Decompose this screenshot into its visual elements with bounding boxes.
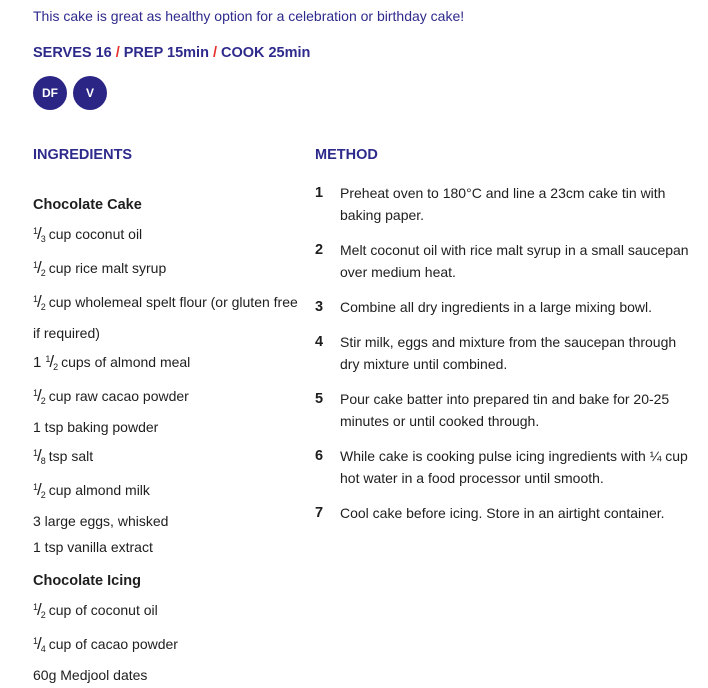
cake-ingredients [33,218,298,560]
fraction [33,226,46,243]
fraction-whole: 1 [33,354,42,371]
method-steps [315,182,695,537]
fraction-slash: / [37,600,42,619]
fraction [33,602,46,619]
fraction-numerator: 1 [45,354,51,364]
ingredient-text: cup almond milk [48,482,150,498]
dairy-free-badge: DF [33,76,67,110]
ingredient-item [33,346,298,380]
fraction-denominator: 2 [40,268,46,278]
ingredient-text: cup of cacao powder [48,636,178,652]
fraction [33,636,46,653]
step-number: 1 [315,185,324,201]
fraction [33,448,46,465]
fraction-numerator: 1 [33,636,39,646]
fraction-denominator: 8 [40,456,46,466]
ingredient-item [33,508,298,534]
fraction-denominator: 2 [40,396,46,406]
step-text: Combine all dry ingredients in a large mixing bowl. [340,299,653,315]
step-number: 7 [315,505,324,521]
method-step [315,182,695,226]
fraction-numerator: 1 [33,260,39,270]
meta-separator: / [212,45,217,61]
serves-label: SERVES 16 [33,45,112,61]
fraction [33,388,46,405]
fraction-denominator: 4 [40,644,46,654]
prep-label: PREP 15min [123,45,209,61]
fraction-numerator: 1 [33,602,39,612]
intro-text: This cake is great as healthy option for a celebration or birthday cake! [33,8,465,24]
ingredient-item [33,594,298,628]
fraction-slash: / [37,634,42,653]
step-text: Melt coconut oil with rice malt syrup in a small saucepan over medium heat. [340,242,689,280]
fraction-numerator: 1 [33,448,39,458]
ingredient-text: cup raw cacao powder [48,388,189,404]
ingredient-text: 1 tsp vanilla extract [33,539,153,555]
method-step [315,296,695,318]
fraction-denominator: 2 [53,362,59,372]
step-text: Preheat oven to 180°C and line a 23cm cake tin with baking paper. [340,185,666,223]
fraction [33,294,46,311]
ingredient-text: cup rice malt syrup [48,260,167,276]
cook-label: COOK 25min [220,45,311,61]
fraction-slash: / [37,258,42,277]
method-step [315,388,695,432]
ingredient-text: tsp salt [48,448,94,464]
step-text: Pour cake batter into prepared tin and bake for 20-25 minutes or until cooked through. [340,391,670,429]
method-step [315,502,695,524]
ingredient-text: cups of almond meal [61,354,191,370]
method-step [315,445,695,489]
ingredient-text: cup coconut oil [48,226,143,242]
step-text: Cool cake before icing. Store in an airtight container. [340,505,665,521]
ingredient-item [33,474,298,508]
ingredient-item [33,286,298,346]
fraction [33,260,46,277]
ingredient-text: 3 large eggs, whisked [33,513,169,529]
ingredient-item [33,628,298,662]
fraction-denominator: 2 [40,610,46,620]
fraction [33,354,58,371]
step-number: 5 [315,391,324,407]
ingredient-text: cup wholemeal spelt flour (or gluten free if required) [33,294,298,341]
fraction-denominator: 3 [40,234,46,244]
method-step [315,331,695,375]
fraction-slash: / [37,446,42,465]
ingredients-list [33,192,298,688]
ingredient-item [33,662,298,688]
ingredients-heading: INGREDIENTS [33,147,133,163]
fraction-slash: / [37,224,42,243]
step-text: While cake is cooking pulse icing ingredients with ¼ cup hot water in a food processor until smooth. [340,448,688,486]
step-text: Stir milk, eggs and mixture from the saucepan through dry mixture until combined. [340,334,677,372]
icing-group-title: Chocolate Icing [33,573,141,589]
ingredient-text: 1 tsp baking powder [33,419,159,435]
method-step [315,239,695,283]
method-heading: METHOD [315,147,378,163]
ingredient-text: 60g Medjool dates [33,667,148,683]
ingredient-item [33,380,298,414]
ingredient-item [33,440,298,474]
recipe-meta [33,45,310,61]
ingredient-item [33,218,298,252]
fraction-slash: / [37,292,42,311]
fraction-numerator: 1 [33,482,39,492]
ingredient-item [33,252,298,286]
fraction-slash: / [37,480,42,499]
meta-separator: / [115,45,120,61]
fraction-numerator: 1 [33,226,39,236]
fraction-slash: / [49,352,55,371]
step-number: 4 [315,334,324,350]
step-number: 6 [315,448,324,464]
icing-ingredients [33,594,298,688]
fraction-numerator: 1 [33,388,39,398]
cake-group-title: Chocolate Cake [33,197,142,213]
fraction-denominator: 2 [40,302,46,312]
ingredient-text: cup of coconut oil [48,602,158,618]
step-number: 3 [315,299,324,315]
step-number: 2 [315,242,324,258]
fraction-denominator: 2 [40,490,46,500]
ingredient-item [33,414,298,440]
ingredient-item [33,534,298,560]
vegetarian-badge: V [73,76,107,110]
fraction-slash: / [37,386,42,405]
fraction [33,482,46,499]
fraction-numerator: 1 [33,294,39,304]
